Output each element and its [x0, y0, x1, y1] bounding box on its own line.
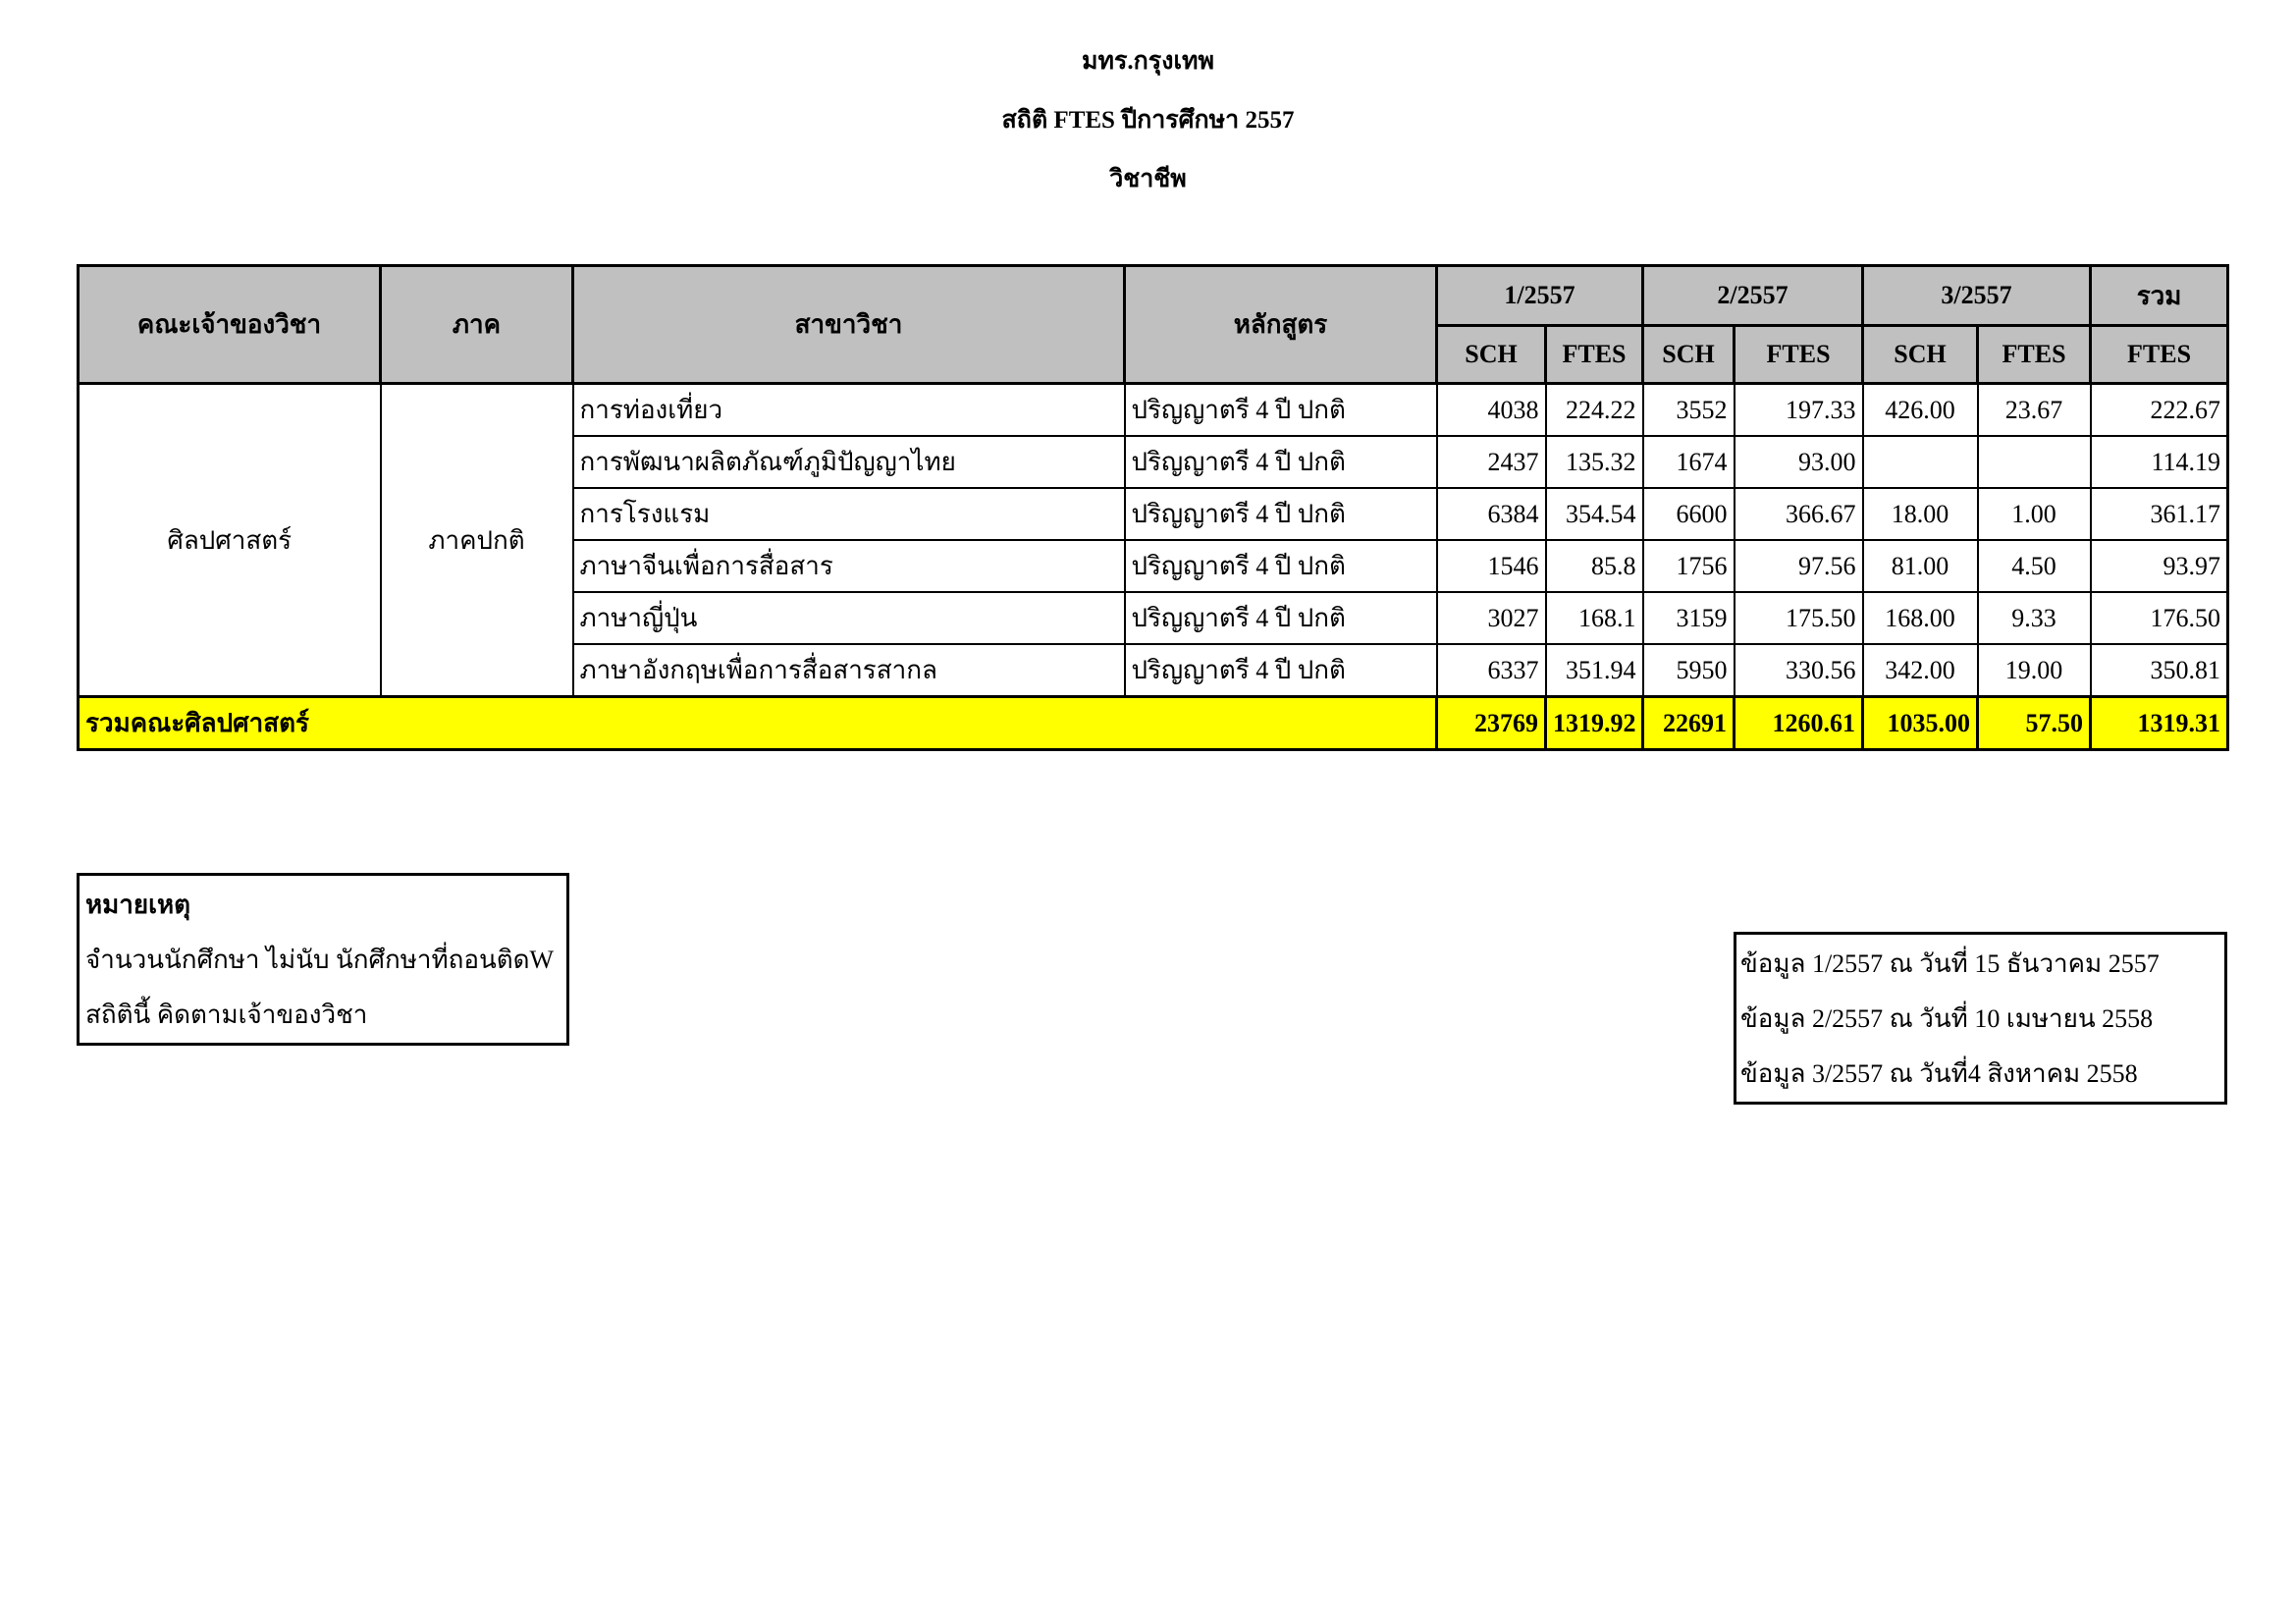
report-subtitle: วิชาชีพ — [1109, 166, 1187, 192]
total-ftes2: 1260.61 — [1735, 697, 1863, 750]
ftes1-header: FTES — [1546, 326, 1643, 384]
major-cell: ภาษาจีนเพื่อการสื่อสาร — [573, 540, 1125, 592]
total-cell: 176.50 — [2091, 592, 2228, 644]
total-ftes3: 57.50 — [1978, 697, 2091, 750]
ftes2-cell: 175.50 — [1735, 592, 1863, 644]
total-header: รวม — [2091, 266, 2228, 326]
program-cell: ปริญญาตรี 4 ปี ปกติ — [1125, 436, 1437, 488]
ftes1-cell: 351.94 — [1546, 644, 1643, 697]
sch2-cell: 1756 — [1643, 540, 1735, 592]
sch1-header: SCH — [1437, 326, 1546, 384]
ftes2-cell: 366.67 — [1735, 488, 1863, 540]
header-row-1 — [79, 266, 2228, 326]
data-date-line: ข้อมูล 3/2557 ณ วันที่4 สิงหาคม 2558 — [1740, 1059, 2138, 1088]
report-header — [0, 39, 2296, 216]
ftes3-cell — [1978, 436, 2091, 488]
ftes2-cell: 93.00 — [1735, 436, 1863, 488]
sch2-cell: 5950 — [1643, 644, 1735, 697]
total-cell: 93.97 — [2091, 540, 2228, 592]
sch2-header: SCH — [1643, 326, 1735, 384]
sch1-cell: 4038 — [1437, 384, 1546, 437]
notes-line: สถิตินี้ คิดตามเจ้าของวิชา — [85, 1001, 368, 1029]
col-program-header: หลักสูตร — [1125, 266, 1437, 384]
ftes1-cell: 224.22 — [1546, 384, 1643, 437]
total-cell: 222.67 — [2091, 384, 2228, 437]
faculty-cell: ศิลปศาสตร์ — [79, 384, 381, 697]
ftes3-cell: 23.67 — [1978, 384, 2091, 437]
table-row — [79, 384, 2228, 437]
sch2-cell: 6600 — [1643, 488, 1735, 540]
ftes3-cell: 4.50 — [1978, 540, 2091, 592]
grand-total-ftes: 1319.31 — [2091, 697, 2228, 750]
major-cell: การโรงแรม — [573, 488, 1125, 540]
ftes1-cell: 85.8 — [1546, 540, 1643, 592]
sch1-cell: 6337 — [1437, 644, 1546, 697]
org-name: มทร.กรุงเทพ — [1082, 48, 1214, 75]
ftes3-header: FTES — [1978, 326, 2091, 384]
report-title: สถิติ FTES ปีการศึกษา 2557 — [1001, 107, 1295, 134]
notes-box — [77, 873, 569, 1046]
ftes2-cell: 197.33 — [1735, 384, 1863, 437]
program-cell: ปริญญาตรี 4 ปี ปกติ — [1125, 644, 1437, 697]
ftes1-cell: 135.32 — [1546, 436, 1643, 488]
col-major-header: สาขาวิชา — [573, 266, 1125, 384]
ftes2-cell: 97.56 — [1735, 540, 1863, 592]
data-dates-box — [1734, 932, 2227, 1105]
total-ftes-header: FTES — [2091, 326, 2228, 384]
sch3-cell: 426.00 — [1863, 384, 1978, 437]
ftes3-cell: 9.33 — [1978, 592, 2091, 644]
total-label: รวมคณะศิลปศาสตร์ — [79, 697, 1437, 750]
sch1-cell: 6384 — [1437, 488, 1546, 540]
sch3-header: SCH — [1863, 326, 1978, 384]
data-date-line: ข้อมูล 2/2557 ณ วันที่ 10 เมษายน 2558 — [1740, 1004, 2154, 1033]
ftes1-cell: 354.54 — [1546, 488, 1643, 540]
ftes3-cell: 1.00 — [1978, 488, 2091, 540]
notes-title: หมายเหตุ — [85, 891, 191, 919]
division-cell: ภาคปกติ — [381, 384, 573, 697]
major-cell: ภาษาอังกฤษเพื่อการสื่อสารสากล — [573, 644, 1125, 697]
ftes-table — [77, 264, 2229, 751]
total-ftes1: 1319.92 — [1546, 697, 1643, 750]
program-cell: ปริญญาตรี 4 ปี ปกติ — [1125, 592, 1437, 644]
program-cell: ปริญญาตรี 4 ปี ปกติ — [1125, 540, 1437, 592]
sch3-cell: 81.00 — [1863, 540, 1978, 592]
ftes3-cell: 19.00 — [1978, 644, 2091, 697]
term2-header: 2/2557 — [1643, 266, 1863, 326]
col-division-header: ภาค — [381, 266, 573, 384]
sch3-cell: 342.00 — [1863, 644, 1978, 697]
term3-header: 3/2557 — [1863, 266, 2091, 326]
sch3-cell — [1863, 436, 1978, 488]
ftes2-cell: 330.56 — [1735, 644, 1863, 697]
total-sch1: 23769 — [1437, 697, 1546, 750]
major-cell: ภาษาญี่ปุ่น — [573, 592, 1125, 644]
sch2-cell: 3552 — [1643, 384, 1735, 437]
program-cell: ปริญญาตรี 4 ปี ปกติ — [1125, 488, 1437, 540]
sch3-cell: 18.00 — [1863, 488, 1978, 540]
faculty-total-row — [79, 697, 2228, 750]
ftes2-header: FTES — [1735, 326, 1863, 384]
sch2-cell: 3159 — [1643, 592, 1735, 644]
sch1-cell: 1546 — [1437, 540, 1546, 592]
sch1-cell: 3027 — [1437, 592, 1546, 644]
total-sch2: 22691 — [1643, 697, 1735, 750]
sch2-cell: 1674 — [1643, 436, 1735, 488]
total-sch3: 1035.00 — [1863, 697, 1978, 750]
data-date-line: ข้อมูล 1/2557 ณ วันที่ 15 ธันวาคม 2557 — [1740, 949, 2160, 978]
notes-line: จำนวนนักศึกษา ไม่นับ นักศึกษาที่ถอนติดW — [85, 946, 555, 974]
program-cell: ปริญญาตรี 4 ปี ปกติ — [1125, 384, 1437, 437]
sch1-cell: 2437 — [1437, 436, 1546, 488]
ftes1-cell: 168.1 — [1546, 592, 1643, 644]
term1-header: 1/2557 — [1437, 266, 1643, 326]
total-cell: 361.17 — [2091, 488, 2228, 540]
total-cell: 114.19 — [2091, 436, 2228, 488]
major-cell: การพัฒนาผลิตภัณฑ์ภูมิปัญญาไทย — [573, 436, 1125, 488]
sch3-cell: 168.00 — [1863, 592, 1978, 644]
major-cell: การท่องเที่ยว — [573, 384, 1125, 437]
col-faculty-header: คณะเจ้าของวิชา — [79, 266, 381, 384]
total-cell: 350.81 — [2091, 644, 2228, 697]
